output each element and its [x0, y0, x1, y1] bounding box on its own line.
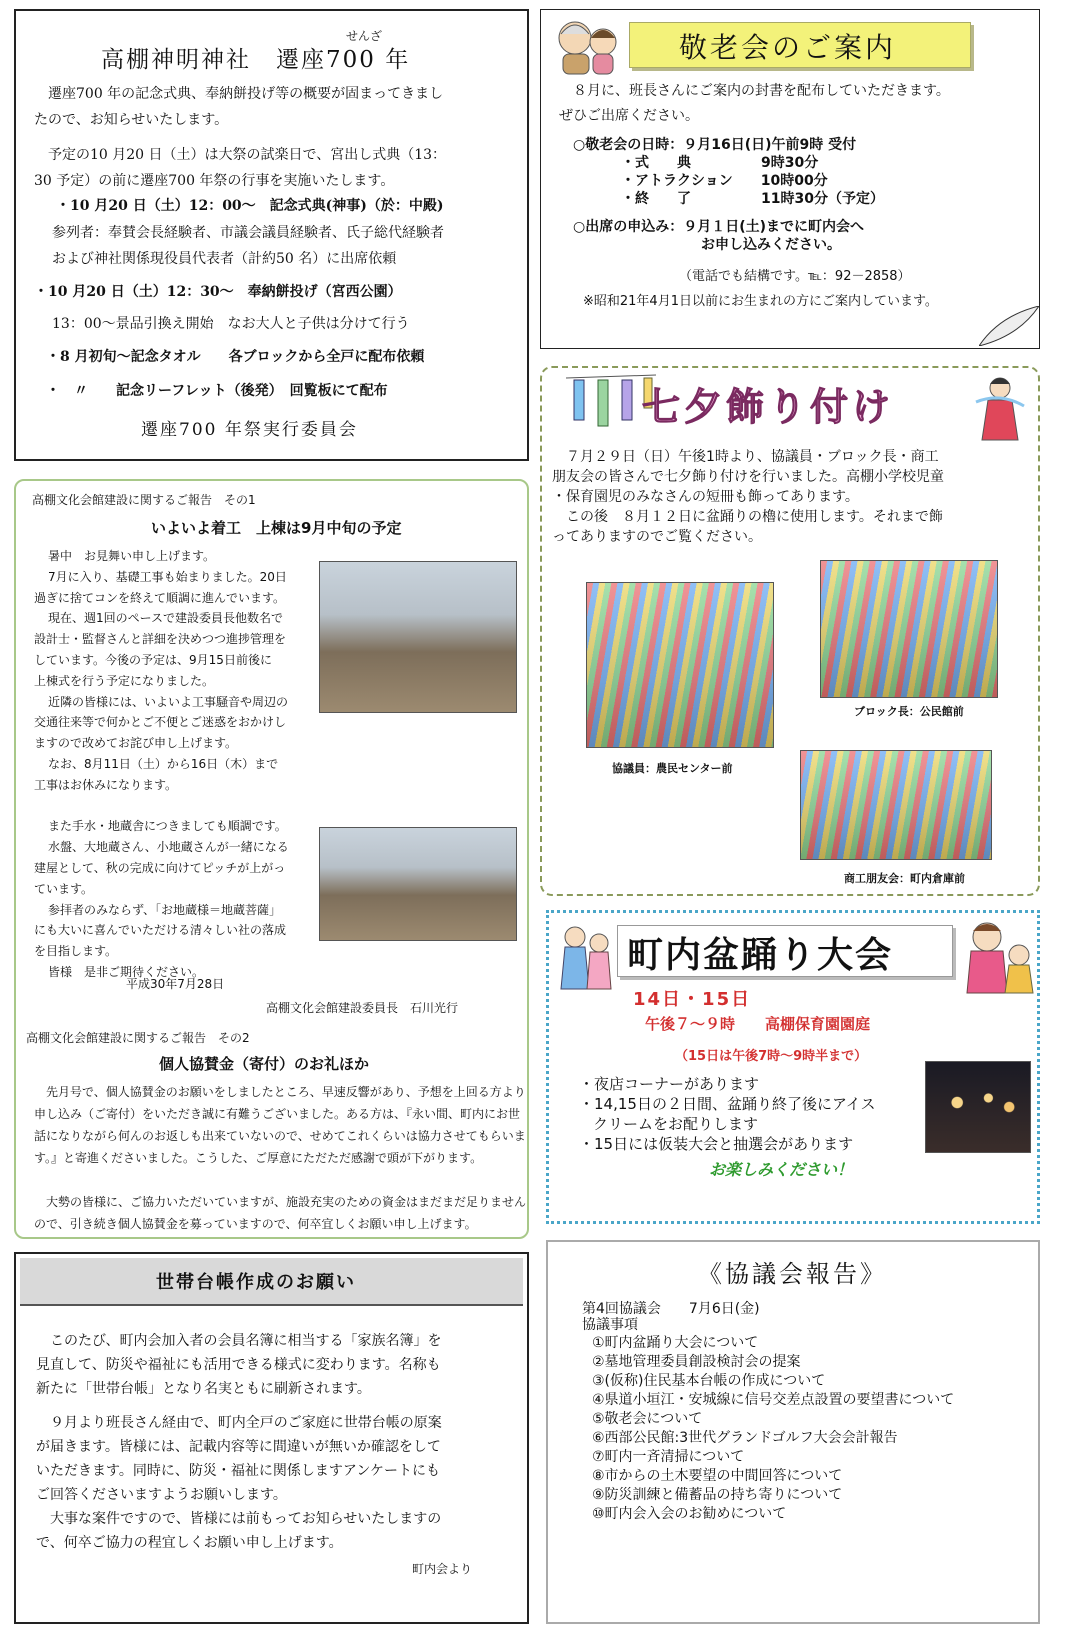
- kyogikai-item: ⑨防災訓練と備蓄品の持ち寄りについて: [592, 1487, 843, 1503]
- bon-line: ・14,15日の２日間、盆踊り終了後にアイス: [579, 1095, 876, 1113]
- setai-line: いただきます。同時に、防災・福祉に関係しますアンケートにも: [36, 1463, 441, 1479]
- bon-note: （15日は午後7時～9時半まで）: [675, 1049, 868, 1064]
- keirou-line: ○敬老会の日時：９月16日(日)午前9時 受付: [573, 137, 857, 153]
- culture-body-1-line: 過ぎに捨てコンを終えて順調に進んでいます。: [34, 590, 286, 605]
- setai-signature: 町内会より: [412, 1562, 473, 1576]
- kyogikai-item: ④県道小垣江・安城線に信号交差点設置の要望書について: [592, 1392, 955, 1408]
- shrine-title: 高棚神明神社 遷座700 年: [101, 47, 411, 73]
- tanabata-caption-3: 商工朋友会：町内倉庫前: [844, 872, 965, 885]
- bon-night-photo: [925, 1061, 1031, 1153]
- keirou-line: ８月に、班長さんにご案内の封書を配布していただきます。: [573, 83, 950, 99]
- tanabata-photo-community-hall: [820, 560, 998, 698]
- page-curl-icon: [979, 306, 1039, 346]
- setai-line: が届きます。皆様には、記載内容等に間違いが無いか確認をして: [36, 1439, 441, 1455]
- culture-body-1-line: 参拝者のみならず、「お地蔵様＝地蔵菩薩」: [48, 902, 282, 917]
- shrine-line: ・8 月初旬～記念タオル 各ブロックから全戸に配布依頼: [46, 349, 425, 365]
- kyogikai-item: ⑧市からの土木要望の中間回答について: [592, 1468, 843, 1484]
- culture-section: [14, 479, 529, 1239]
- shrine-line: および神社関係現役員代表者（計約50 名）に出席依頼: [52, 251, 397, 267]
- kyogikai-item: ⑤敬老会について: [592, 1411, 703, 1427]
- shrine-line: 遷座700 年の記念式典、奉納餅投げ等の概要が固まってきまし: [48, 86, 444, 102]
- culture-header-2: 高棚文化会館建設に関するご報告 その2: [26, 1031, 250, 1045]
- tanabata-title: 七夕飾り付け: [642, 385, 895, 429]
- keirou-line: ・終 了 11時30分（予定）: [621, 191, 884, 207]
- kyogikai-title: 《協議会報告》: [698, 1260, 887, 1288]
- shrine-section: [14, 9, 529, 461]
- bon-time: 午後７～９時 高棚保育園園庭: [645, 1015, 871, 1033]
- keirou-section: [540, 9, 1040, 349]
- keirou-line: ※昭和21年4月1日以前にお生まれの方にご案内しています。: [583, 294, 938, 309]
- elderly-icon: [553, 14, 623, 76]
- culture-body-2-line: 先月号で、個人協賛金のお願いをしましたところ、早速反響があり、予想を上回る方より: [46, 1085, 526, 1099]
- orihime-icon: [970, 372, 1030, 442]
- tanabata-photo-farm-center: [586, 582, 774, 748]
- setai-line: ９月より班長さん経由で、町内全戸のご家庭に世帯台帳の原案: [50, 1415, 442, 1431]
- culture-body-1-line: 工事はお休みになります。: [34, 777, 178, 792]
- culture-body-1-line: ています。: [34, 881, 94, 896]
- keirou-title: 敬老会のご案内: [679, 31, 897, 64]
- culture-title-2: 個人協賛金（寄付）のお礼ほか: [159, 1055, 370, 1073]
- tanabata-line: ってありますのでご覧ください。: [552, 529, 762, 545]
- keirou-line: ・アトラクション 10時00分: [621, 173, 828, 189]
- bon-line: ・15日には仮装大会と抽選会があります: [579, 1135, 854, 1153]
- culture-body-1-line: 7月に入り、基礎工事も始まりました。20日: [48, 569, 287, 584]
- bon-title: 町内盆踊り大会: [627, 935, 894, 976]
- tanabata-line: 朋友会の皆さんで七夕飾り付けを行いました。高棚小学校児童: [552, 469, 944, 485]
- keirou-line: ○出席の申込み：９月１日(土)までに町内会へ: [573, 219, 865, 235]
- bon-line: クリームをお配りします: [593, 1115, 759, 1133]
- yukata-kids-right-icon: [959, 919, 1039, 995]
- yukata-kids-left-icon: [555, 921, 617, 991]
- keirou-line: ぜひご出席ください。: [559, 108, 699, 124]
- keirou-line: お申し込みください。: [701, 237, 841, 253]
- setai-title: 世帯台帳作成のお願い: [156, 1272, 356, 1293]
- tanabata-caption-2: ブロック長：公民館前: [854, 705, 964, 718]
- shrine-line: ・10 月20 日（土）12：30～ 奉納餅投げ（宮西公園）: [34, 284, 402, 300]
- culture-body-1-line: 交通往来等で何かとご不便とご迷惑をおかけし: [34, 715, 287, 730]
- culture-signature: 高棚文化会館建設委員長 石川光行: [266, 1001, 459, 1015]
- culture-body-1-line: 設計士・監督さんと詳細を決めつつ進捗管理を: [34, 632, 287, 647]
- culture-body-1-line: 現在、週1回のペースで建設委員長他数名で: [48, 611, 284, 626]
- tanabata-line: ・保育園児のみなさんの短冊も飾ってあります。: [552, 489, 859, 505]
- culture-body-1-line: を目指します。: [34, 944, 118, 959]
- keirou-line: ・式 典 9時30分: [621, 155, 819, 171]
- tanabata-section: [540, 366, 1040, 896]
- tanabata-line: この後 ８月１２日に盆踊りの櫓に使用します。それまで飾: [566, 509, 943, 525]
- shrine-line: 参列者：奉賛会長経験者、市議会議員経験者、氏子総代経験者: [52, 225, 444, 241]
- culture-body-1-line: ますので改めてお詫び申し上げます。: [34, 736, 238, 751]
- culture-body-2-line: す。』と寄進くださいました。こうした、ご厚意にただただ感謝で頭が下がります。: [34, 1151, 483, 1165]
- kyogikai-item: ⑥西部公民館:3世代グランドゴルフ大会会計報告: [592, 1430, 898, 1446]
- setai-line: 大事な案件ですので、皆様には前もってお知らせいたしますの: [50, 1511, 442, 1527]
- culture-body-2-line: ので、引き続き個人協賛金を募っていますので、何卒宜しくお願い申し上げます。: [34, 1217, 477, 1231]
- setai-line: 見直して、防災や福祉にも活用できる様式に変わります。名称も: [36, 1357, 441, 1373]
- setai-line: 新たに「世帯台帳」となり名実ともに刷新されます。: [36, 1381, 371, 1397]
- kyogikai-item: ②墓地管理委員創設検討会の提案: [592, 1354, 801, 1370]
- shrine-footer: 遷座700 年祭実行委員会: [141, 420, 358, 440]
- shrine-line: 30 予定）の前に遷座700 年祭の行事を実施いたします。: [34, 173, 395, 189]
- keirou-line: （電話でも結構です。℡：92－2858）: [679, 269, 911, 284]
- culture-body-1-line: 近隣の皆様には、いよいよ工事騒音や周辺の: [48, 694, 289, 709]
- bon-dates: 14日・15日: [633, 989, 752, 1010]
- bon-section: [546, 910, 1040, 1224]
- kyogikai-subheader: 協議事項: [582, 1317, 638, 1333]
- culture-body-2-line: 大勢の皆様に、ご協力いただいていますが、施設充実のための資金はまだまだ足りません: [46, 1195, 527, 1209]
- tanabata-photo-warehouse: [800, 750, 992, 860]
- culture-body-1-line: なお、8月11日（土）から16日（木）まで: [48, 757, 279, 771]
- shrine-line: 13：00～景品引換え開始 なお大人と子供は分けて行う: [52, 316, 410, 332]
- kyogikai-item: ③(仮称)住民基本台帳の作成について: [592, 1373, 826, 1389]
- culture-body-1-line: 皆様 是非ご期待ください。: [48, 965, 205, 979]
- culture-body-2-line: 申し込み（ご寄付）をいただき誠に有難うございました。ある方は、『永い間、町内にお世: [34, 1107, 521, 1121]
- setai-line: このたび、町内会加入者の会員名簿に相当する「家族名簿」を: [50, 1333, 442, 1349]
- kyogikai-item: ⑩町内会入会のお勧めについて: [592, 1506, 787, 1522]
- shrine-ruby: せんざ: [346, 29, 383, 43]
- construction-photo-1: [319, 561, 517, 713]
- culture-body-2-line: 話になりながら何んのお返しも出来ていないので、せめてこれくらいは協力させてもらいま: [34, 1129, 526, 1143]
- bon-closing: お楽しみください！: [709, 1160, 854, 1179]
- culture-body-1-line: しています。今後の予定は、9月15日前後に: [34, 653, 272, 667]
- shrine-line: 予定の10 月20 日（土）は大祭の試楽日で、宮出し式典（13：: [48, 147, 447, 163]
- culture-body-1-line: 暑中 お見舞い申し上げます。: [48, 549, 216, 563]
- culture-body-1-line: 建屋として、秋の完成に向けてピッチが上がっ: [34, 861, 286, 875]
- construction-photo-2: [319, 827, 517, 941]
- culture-body-1-line: 上棟式を行う予定になりました。: [34, 673, 215, 688]
- tanabata-line: ７月２９日（日）午後1時より、協議員・ブロック長・商工: [566, 449, 939, 465]
- culture-body-1-line: また手水・地蔵舎につきましても順調です。: [48, 819, 287, 834]
- tanabata-caption-1: 協議員：農民センター前: [612, 762, 733, 775]
- setai-section: [14, 1252, 529, 1624]
- culture-title-1: いよいよ着工 上棟は9月中旬の予定: [151, 519, 402, 537]
- setai-line: で、何卒ご協力の程宜しくお願い申し上げます。: [36, 1535, 343, 1551]
- shrine-line: ・10 月20 日（土）12：00～ 記念式典(神事)（於：中殿): [56, 198, 444, 214]
- kyogikai-item: ①町内盆踊り大会について: [592, 1335, 759, 1351]
- culture-body-1-line: にも大いに喜んでいただける清々しい社の落成: [34, 923, 287, 938]
- kyogikai-item: ⑦町内一斉清掃について: [592, 1449, 745, 1465]
- setai-line: ご回答くださいますようお願いします。: [36, 1487, 287, 1503]
- culture-date: 平成30年7月28日: [126, 977, 225, 991]
- kyogikai-meeting: 第4回協議会 7月6日(金): [582, 1301, 760, 1317]
- bon-line: ・夜店コーナーがあります: [579, 1075, 760, 1093]
- shrine-line: たので、お知らせいたします。: [34, 112, 229, 128]
- culture-body-1-line: 水盤、大地蔵さん、小地蔵さんが一緒になる: [48, 840, 289, 855]
- kyogikai-section: [546, 1240, 1040, 1624]
- culture-header-1: 高棚文化会館建設に関するご報告 その1: [32, 493, 256, 507]
- shrine-line: ・ 〃 記念リーフレット（後発） 回覧板にて配布: [46, 383, 388, 399]
